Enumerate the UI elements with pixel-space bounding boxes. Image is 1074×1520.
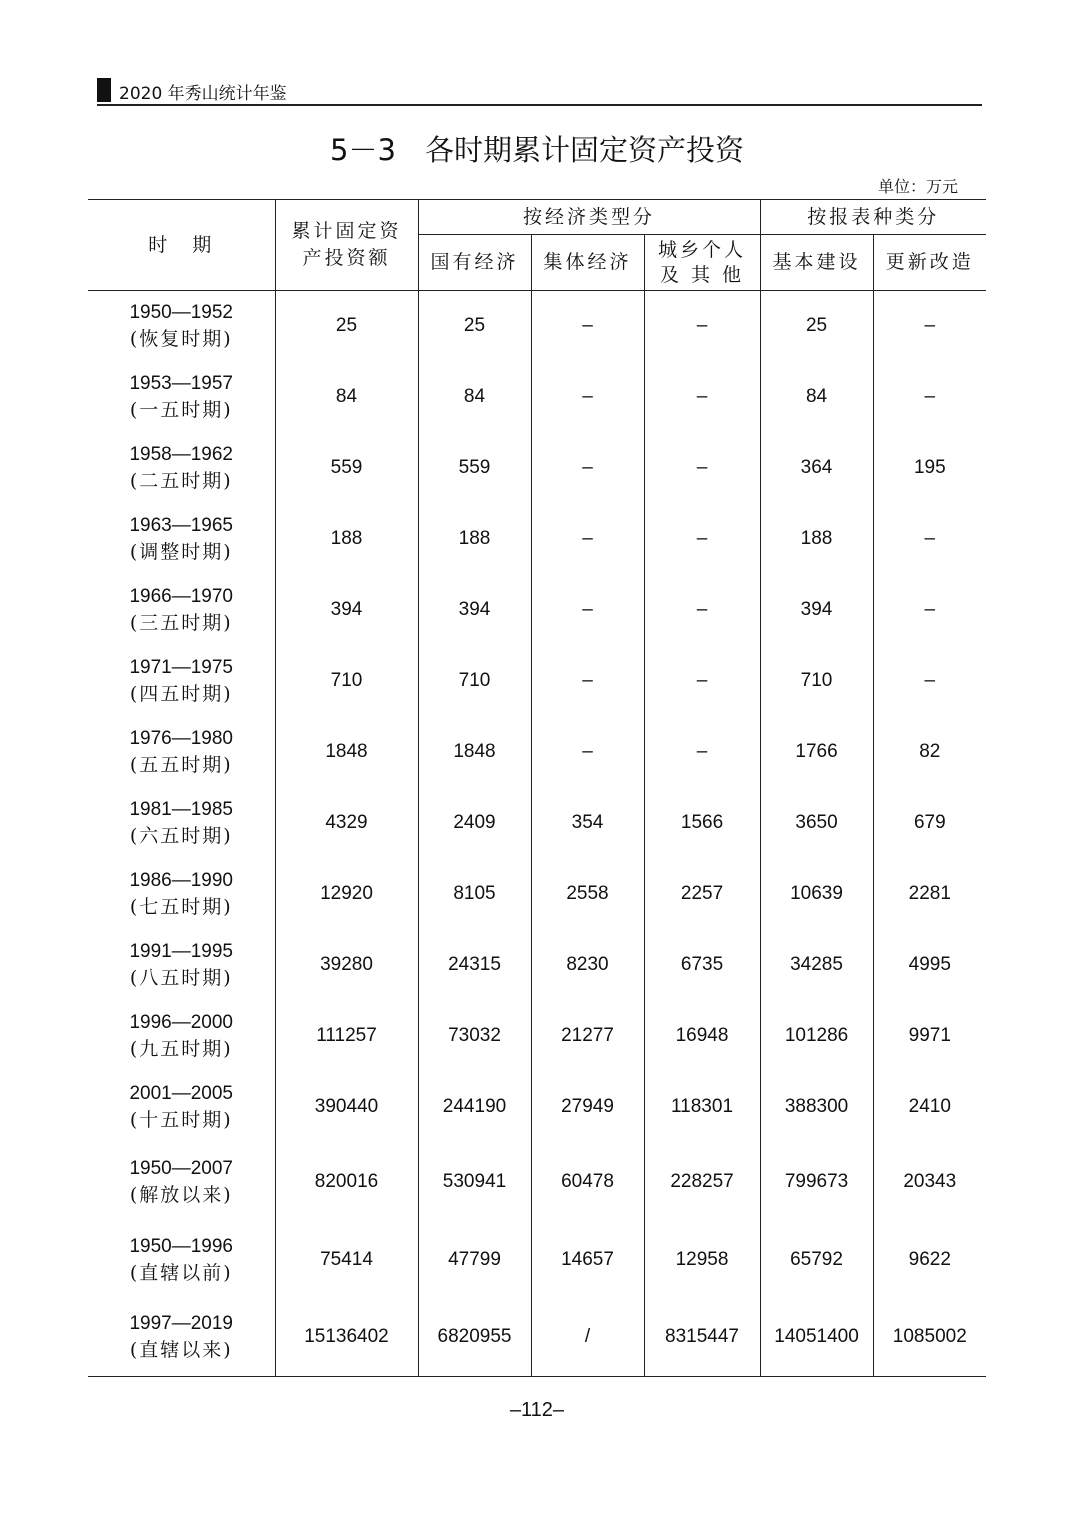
table-row: 1976—1980 (五五时期) 1848 1848 – – 1766 82 — [88, 717, 986, 788]
table-row: 1958—1962 (二五时期) 559 559 – – 364 195 — [88, 433, 986, 504]
col-state-header: 国有经济 — [418, 235, 531, 291]
page-title: 5－3 各时期累计固定资产投资 — [330, 133, 744, 167]
col-basic-header: 基本建设 — [760, 235, 873, 291]
page-number: –112– — [509, 1399, 565, 1421]
table-row: 1966—1970 (三五时期) 394 394 – – 394 – — [88, 575, 986, 646]
table-row: 1963—1965 (调整时期) 188 188 – – 188 – — [88, 504, 986, 575]
col-total-header: 累计固定资产投资额 — [275, 200, 418, 291]
table-row: 1996—2000 (九五时期) 111257 73032 21277 16948 101286 9971 — [88, 1001, 986, 1072]
unit-label: 单位：万元 — [877, 177, 958, 196]
table-row: 1950—2007 (解放以来) 820016 530941 60478 228257 799673 20343 — [88, 1143, 986, 1221]
col-collective-header: 集体经济 — [531, 235, 644, 291]
yearbook-header — [97, 78, 982, 106]
table-row: 1950—1952 (恢复时期) 25 25 – – 25 – — [88, 291, 986, 362]
col-period-header: 时 期 — [88, 200, 275, 291]
table-row: 1981—1985 (六五时期) 4329 2409 354 1566 3650 679 — [88, 788, 986, 859]
group-econ-header: 按经济类型分 — [418, 200, 760, 235]
table-row: 1950—1996 (直辖以前) 75414 47799 14657 12958 65792 9622 — [88, 1221, 986, 1299]
header-marker — [97, 78, 111, 102]
table-row: 1971—1975 (四五时期) 710 710 – – 710 – — [88, 646, 986, 717]
group-report-header: 按报表种类分 — [760, 200, 986, 235]
header-text: 2020 年秀山统计年鉴 — [119, 84, 287, 104]
table-row: 1997—2019 (直辖以来) 15136402 6820955 / 8315447 14051400 1085002 — [88, 1299, 986, 1377]
table-row: 1953—1957 (一五时期) 84 84 – – 84 – — [88, 362, 986, 433]
table-row: 2001—2005 (十五时期) 390440 244190 27949 118301 388300 2410 — [88, 1072, 986, 1143]
col-private-header: 城乡个人及 其 他 — [644, 235, 760, 291]
table-row: 1986—1990 (七五时期) 12920 8105 2558 2257 10639 2281 — [88, 859, 986, 930]
investment-table — [88, 199, 986, 1377]
col-renew-header: 更新改造 — [873, 235, 986, 291]
table-row: 1991—1995 (八五时期) 39280 24315 8230 6735 34285 4995 — [88, 930, 986, 1001]
